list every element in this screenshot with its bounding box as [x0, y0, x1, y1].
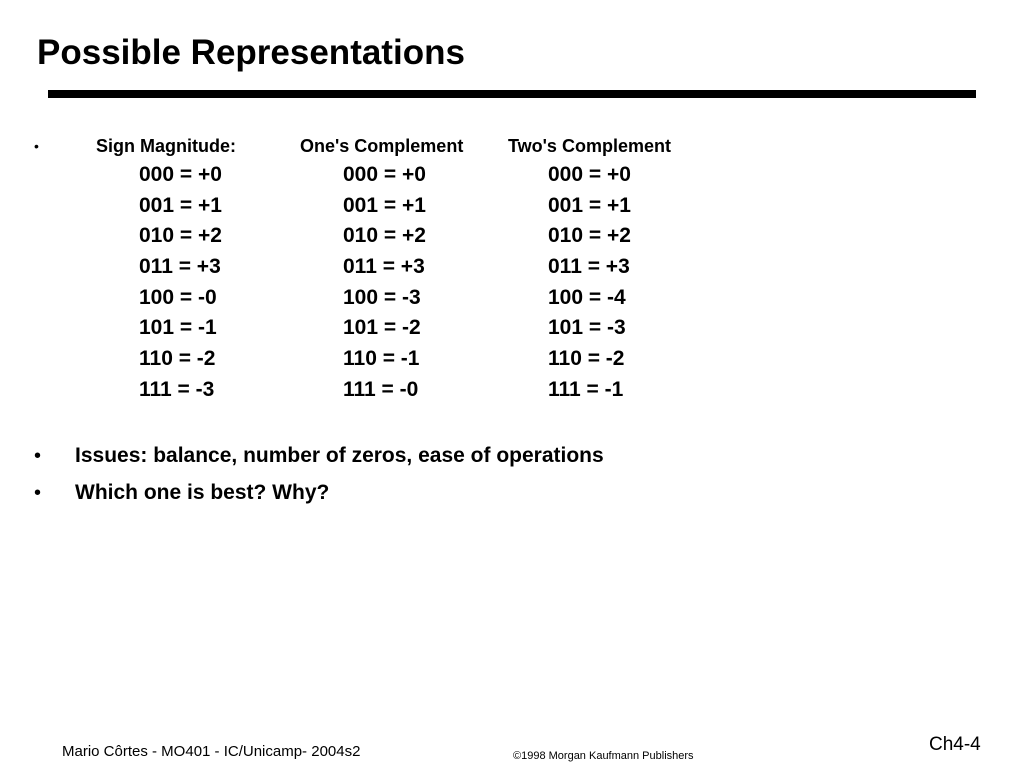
list-item: 110 = -1	[343, 347, 420, 371]
footer-author: Mario Côrtes - MO401 - IC/Unicamp- 2004s2	[62, 743, 361, 760]
list-item: 111 = -1	[548, 377, 624, 401]
list-item: 001 = +1	[343, 193, 426, 217]
list-item: 101 = -1	[139, 316, 217, 340]
list-item: 100 = -0	[139, 285, 217, 309]
bullet-marker: •	[34, 138, 39, 154]
list-item: 010 = +2	[343, 224, 426, 248]
list-item: 111 = -0	[343, 377, 419, 401]
list-item: 111 = -3	[139, 377, 215, 401]
list-item: 001 = +1	[548, 193, 631, 217]
list-item: 000 = +0	[343, 163, 426, 186]
list-item: 001 = +1	[139, 193, 222, 217]
list-item: 000 = +0	[139, 163, 222, 186]
sign-magnitude-list	[139, 160, 222, 406]
footer-copyright: ©1998 Morgan Kaufmann Publishers	[513, 750, 694, 762]
page-number: Ch4-4	[929, 734, 981, 755]
bullet-marker: •	[34, 445, 42, 467]
list-item: 011 = +3	[139, 255, 221, 279]
column-header-twos-complement: Two's Complement	[508, 136, 671, 156]
list-item: 011 = +3	[343, 255, 425, 279]
list-item: 100 = -4	[548, 285, 626, 309]
column-header-sign-magnitude: Sign Magnitude:	[96, 136, 236, 156]
title-divider	[48, 90, 976, 98]
list-item: 010 = +2	[139, 224, 222, 248]
list-item: 010 = +2	[548, 224, 631, 248]
list-item: 101 = -2	[343, 316, 421, 340]
list-item: 110 = -2	[139, 347, 216, 371]
list-item: 000 = +0	[548, 163, 631, 186]
slide-title: Possible Representations	[37, 33, 465, 72]
twos-complement-list	[548, 160, 631, 406]
list-item: 101 = -3	[548, 316, 626, 340]
issues-text: Issues: balance, number of zeros, ease of operations	[75, 444, 604, 467]
question-text: Which one is best? Why?	[75, 481, 330, 504]
list-item: 100 = -3	[343, 285, 421, 309]
ones-complement-list	[343, 160, 426, 406]
bullet-marker: •	[34, 482, 42, 504]
list-item: 011 = +3	[548, 255, 630, 279]
list-item: 110 = -2	[548, 347, 625, 371]
column-header-ones-complement: One's Complement	[300, 136, 464, 156]
